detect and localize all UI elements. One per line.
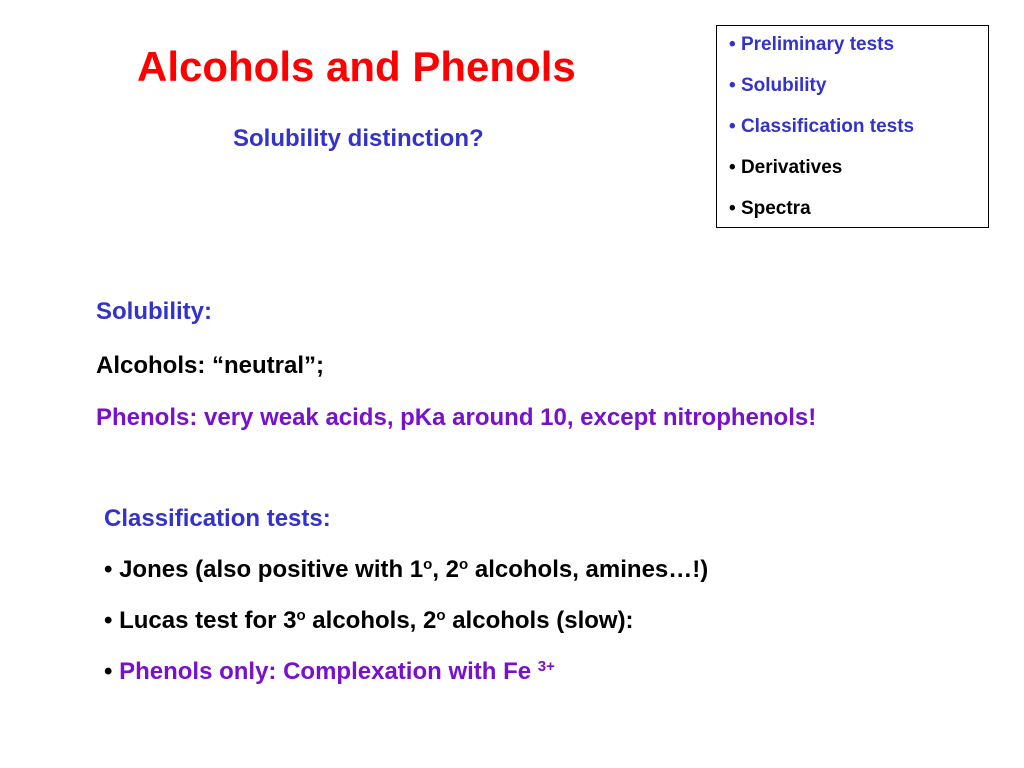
phenols-solubility: Phenols: very weak acids, pKa around 10, except nitrophenols!	[96, 404, 817, 431]
degree-superscript: o	[423, 556, 433, 573]
bullet: •	[729, 157, 736, 178]
bullet: •	[104, 658, 113, 685]
lucas-text-c: alcohols (slow):	[445, 607, 634, 634]
slide-title: Alcohols and Phenols	[137, 43, 576, 90]
toc-item-spectra	[729, 198, 811, 220]
bullet: •	[104, 556, 113, 583]
charge-superscript: 3+	[537, 658, 555, 675]
topics-box	[716, 25, 989, 228]
bullet: •	[729, 198, 736, 219]
degree-superscript: o	[459, 556, 469, 573]
bullet: •	[104, 607, 113, 634]
degree-superscript: o	[436, 607, 446, 624]
jones-test-item	[104, 556, 708, 584]
lucas-test-item	[104, 607, 634, 635]
toc-item-classification-tests	[729, 116, 914, 138]
toc-item-label: Spectra	[740, 198, 811, 219]
phenols-complexation-item	[104, 658, 555, 686]
toc-item-derivatives	[729, 157, 842, 179]
phenols-complexation-text: Phenols only: Complexation with Fe	[119, 658, 538, 685]
lucas-text-a: Lucas test for 3	[119, 607, 297, 634]
toc-item-label: Classification tests	[740, 116, 915, 137]
bullet: •	[729, 116, 736, 137]
toc-item-label: Preliminary tests	[740, 34, 895, 55]
toc-item-label: Solubility	[740, 75, 827, 96]
slide-subtitle: Solubility distinction?	[233, 125, 484, 152]
jones-text-c: alcohols, amines…!)	[468, 556, 709, 583]
toc-item-solubility	[729, 75, 826, 97]
classification-heading: Classification tests:	[104, 505, 331, 532]
bullet: •	[729, 34, 736, 55]
lucas-text-b: alcohols, 2	[305, 607, 437, 634]
toc-item-preliminary-tests	[729, 34, 894, 56]
alcohols-solubility: Alcohols: “neutral”;	[96, 352, 325, 379]
toc-item-label: Derivatives	[740, 157, 843, 178]
jones-text-b: , 2	[432, 556, 460, 583]
bullet: •	[729, 75, 736, 96]
solubility-heading: Solubility:	[96, 298, 212, 325]
degree-superscript: o	[296, 607, 306, 624]
jones-text-a: Jones (also positive with 1	[119, 556, 424, 583]
